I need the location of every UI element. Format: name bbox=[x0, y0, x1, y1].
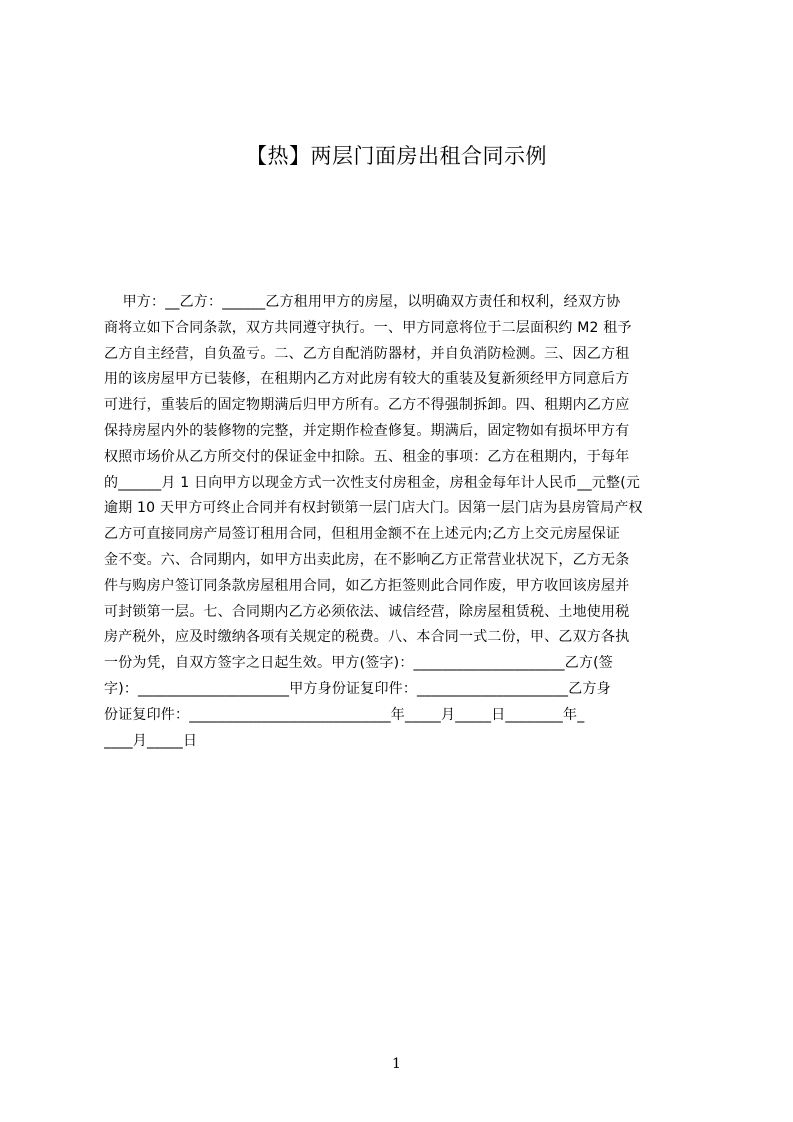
page-title: 【热】两层门面房出租合同示例 bbox=[246, 144, 547, 168]
body-line: 可封锁第一层。七、合同期内乙方必须依法、诚信经营，除房屋租赁税、土地使用税 bbox=[104, 603, 630, 620]
body-line: 甲方：__乙方：______乙方租用甲方的房屋，以明确双方责任和权利，经双方协 bbox=[104, 294, 621, 310]
contract-body bbox=[104, 290, 696, 754]
body-line: 商将立如下合同条款，双方共同遵守执行。一、甲方同意将位于二层面积约 M2 租予 bbox=[104, 319, 632, 336]
body-line: 房产税外，应及时缴纳各项有关规定的税费。八、本合同一式二份，甲、乙双方各执 bbox=[104, 629, 630, 646]
body-line: 用的该房屋甲方已装修，在租期内乙方对此房有较大的重装及复新须经甲方同意后方 bbox=[104, 371, 630, 388]
body-line: 保持房屋内外的装修物的完整，并定期作检查修复。期满后，固定物如有损坏甲方有 bbox=[104, 422, 630, 439]
body-line: 金不变。六、合同期内，如甲方出卖此房，在不影响乙方正常营业状况下，乙方无条 bbox=[104, 551, 630, 568]
body-line: 乙方自主经营，自负盈亏。二、乙方自配消防器材，并自负消防检测。三、因乙方租 bbox=[104, 345, 630, 362]
body-line: ____月_____日 bbox=[104, 732, 198, 749]
body-line: 份证复印件：____________________________年_____月_____日________年_ bbox=[104, 706, 585, 723]
page-number: 1 bbox=[392, 1056, 401, 1072]
body-line: 一份为凭，自双方签字之日起生效。甲方(签字)：_____________________乙方(签 bbox=[104, 655, 613, 672]
body-line: 件与购房户签订同条款房屋租用合同，如乙方拒签则此合同作废，甲方收回该房屋并 bbox=[104, 577, 630, 594]
body-line: 逾期 10 天甲方可终止合同并有权封锁第一层门店大门。因第一层门店为县房管局产权 bbox=[104, 500, 643, 517]
body-line: 权照市场价从乙方所交付的保证金中扣除。五、租金的事项：乙方在租期内，于每年 bbox=[104, 448, 630, 465]
body-line: 的______月 1 日向甲方以现金方式一次性支付房租金，房租金每年计人民币__元整(元 bbox=[104, 474, 641, 491]
body-line: 可进行，重装后的固定物期满后归甲方所有。乙方不得强制拆卸。四、租期内乙方应 bbox=[104, 397, 630, 414]
body-line: 乙方可直接同房产局签订租用合同，但租用金额不在上述元内;乙方上交元房屋保证 bbox=[104, 526, 621, 543]
body-line: 字)：_____________________甲方身份证复印件：_____________________乙方身 bbox=[104, 680, 611, 697]
